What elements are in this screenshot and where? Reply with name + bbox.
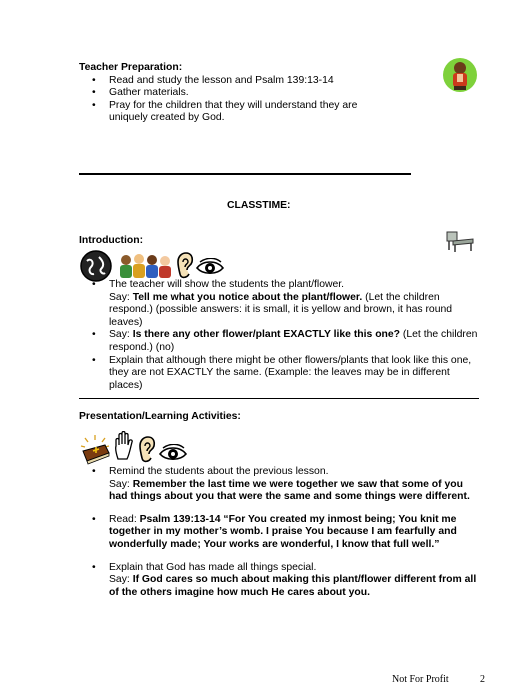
teacher-prep-item: • Gather materials. bbox=[79, 87, 439, 100]
introduction-divider bbox=[79, 398, 479, 399]
introduction-heading: Introduction: bbox=[79, 235, 144, 246]
eye-icon bbox=[158, 444, 188, 462]
globe-icon bbox=[79, 249, 113, 283]
section-divider bbox=[79, 173, 411, 175]
teacher-prep-heading: Teacher Preparation: bbox=[79, 62, 183, 73]
intro-item2-say-rest: (Let the children respond.) (no) bbox=[109, 329, 478, 353]
bible-icon bbox=[79, 433, 111, 465]
presentation-item bbox=[79, 562, 481, 600]
introduction-item bbox=[79, 355, 481, 393]
intro-item1-say-prefix: Say: bbox=[109, 291, 133, 303]
introduction-list bbox=[79, 279, 481, 392]
teacher-prep-item: • Pray for the children that they will understand they are uniquely created by God. bbox=[79, 100, 389, 125]
intro-item1-say-bold: Tell me what you notice about the plant/flower. bbox=[132, 291, 363, 303]
page-number: 2 bbox=[480, 674, 485, 685]
pres-item3-say-bold: If God cares so much about making this plant/flower different from all of the others imagine how much He cares about you. bbox=[109, 574, 477, 598]
classtime-heading: CLASSTIME: bbox=[227, 200, 291, 211]
intro-item3-text: Explain that although there might be other flowers/plants that look like this one, they are not EXACTLY the same. (Example: the leaves may be in different places) bbox=[109, 354, 472, 391]
teacher-prep-section bbox=[79, 62, 439, 125]
introduction-item bbox=[79, 279, 481, 329]
pres-item2-read-prefix: Read: bbox=[109, 513, 140, 525]
praying-child-icon bbox=[442, 57, 478, 93]
presentation-item bbox=[79, 514, 481, 552]
intro-item1-say-rest: (Let the children respond.) (possible answers: it is small, it is yellow and brown, it has round leaves) bbox=[109, 291, 453, 328]
intro-item2-say-bold: Is there any other flower/plant EXACTLY like this one? bbox=[132, 329, 401, 341]
presentation-list bbox=[79, 466, 481, 599]
pres-item2-read-bold: Psalm 139:13-14 “For You created my inmost being; You knit me together in my mother’s womb. I praise You because I am fearfully and wonderfully made; Your works are wonderful, I know that full well.” bbox=[109, 513, 457, 550]
pres-item3-text: Explain that God has made all things special. bbox=[109, 561, 317, 573]
intro-item1-text: The teacher will show the students the plant/flower. bbox=[109, 279, 345, 290]
desk-icon bbox=[445, 229, 475, 253]
presentation-heading: Presentation/Learning Activities: bbox=[79, 411, 241, 422]
teacher-prep-list bbox=[79, 75, 439, 125]
ear-icon bbox=[176, 252, 194, 280]
pres-item1-text: Remind the students about the previous lesson. bbox=[109, 466, 329, 477]
presentation-item bbox=[79, 466, 481, 504]
teacher-prep-item: • Read and study the lesson and Psalm 139:13-14 bbox=[79, 75, 439, 88]
pres-item1-say-bold: Remember the last time we were together we saw that some of you had things about you that were the same and some things were different. bbox=[109, 478, 470, 503]
ear-icon bbox=[138, 436, 156, 464]
children-group-icon bbox=[116, 252, 174, 280]
pres-item1-say-prefix: Say: bbox=[109, 478, 133, 490]
pres-item3-say-prefix: Say: bbox=[109, 574, 133, 586]
introduction-item bbox=[79, 329, 481, 354]
intro-item2-say-prefix: Say: bbox=[109, 329, 133, 341]
eye-icon bbox=[195, 258, 225, 276]
hand-icon bbox=[113, 431, 135, 461]
footer-text: Not For Profit bbox=[392, 674, 449, 685]
